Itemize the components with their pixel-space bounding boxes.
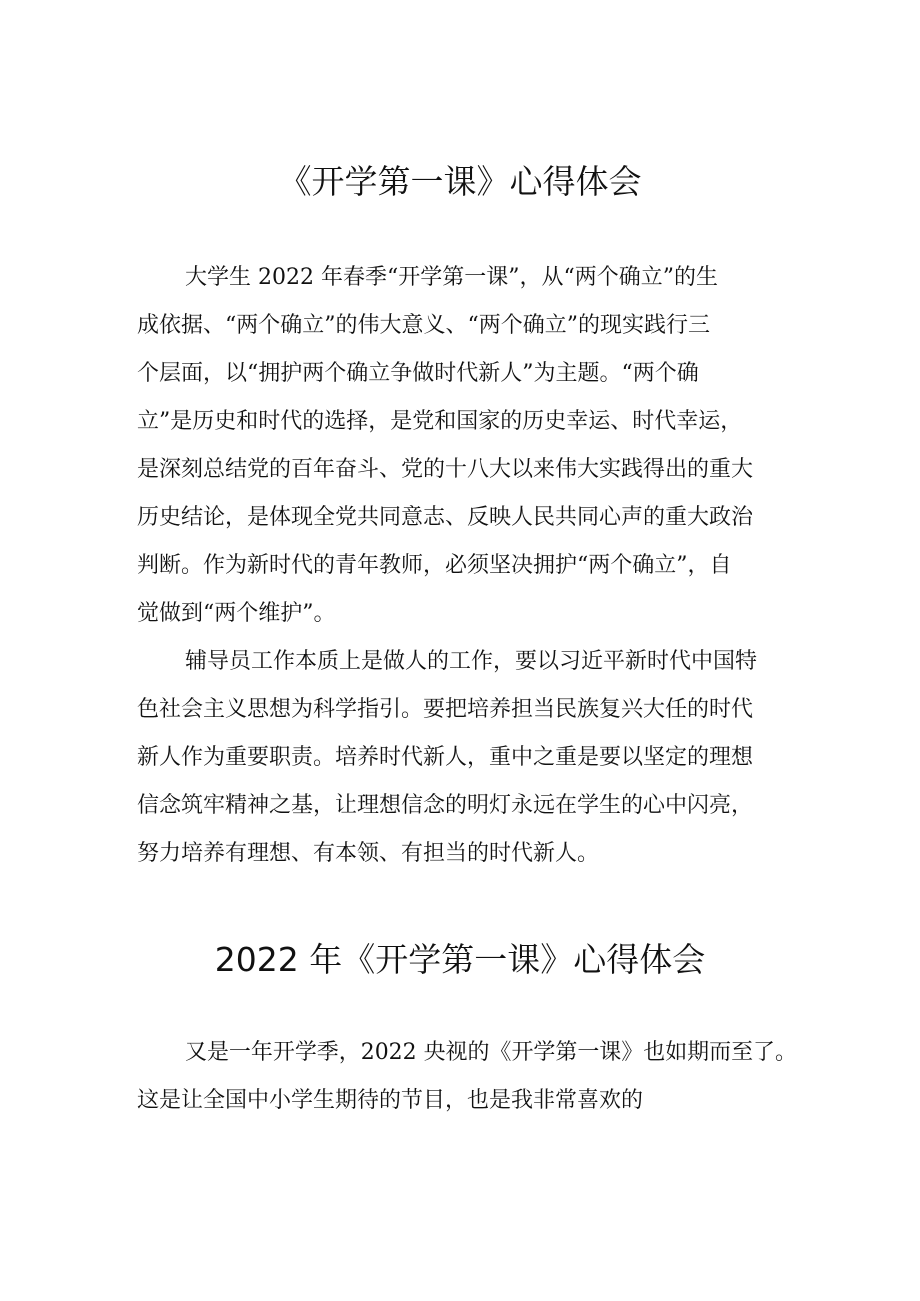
- text-line: 又是一年开学季，2022 央视的《开学第一课》也如期而至了。: [185, 1040, 797, 1065]
- text-line: 立”是历史和时代的选择，是党和国家的历史幸运、时代幸运，: [137, 409, 743, 434]
- section-1-title: 《开学第一课》心得体会: [278, 162, 642, 201]
- text-line: 觉做到“两个维护”。: [137, 601, 336, 626]
- text-line: 信念筑牢精神之基，让理想信念的明灯永远在学生的心中闪亮，: [137, 793, 754, 818]
- text-line: 新人作为重要职责。培养时代新人，重中之重是要以坚定的理想: [137, 745, 754, 770]
- text-line: 色社会主义思想为科学指引。要把培养担当民族复兴大任的时代: [137, 697, 754, 722]
- section-2-title: 2022 年《开学第一课》心得体会: [214, 940, 706, 979]
- text-line: 判断。作为新时代的青年教师，必须坚决拥护“两个确立”，自: [137, 553, 732, 578]
- text-line: 个层面，以“拥护两个确立争做时代新人”为主题。“两个确: [137, 361, 699, 386]
- text-line: 大学生 2022 年春季“开学第一课”，从“两个确立”的生: [185, 265, 718, 290]
- text-line: 是深刻总结党的百年奋斗、党的十八大以来伟大实践得出的重大: [137, 457, 754, 482]
- text-line: 历史结论，是体现全党共同意志、反映人民共同心声的重大政治: [137, 505, 754, 530]
- text-line: 努力培养有理想、有本领、有担当的时代新人。: [137, 841, 600, 866]
- text-line: 辅导员工作本质上是做人的工作，要以习近平新时代中国特: [185, 649, 758, 674]
- text-line: 这是让全国中小学生期待的节目，也是我非常喜欢的: [137, 1088, 644, 1113]
- text-line: 成依据、“两个确立”的伟大意义、“两个确立”的现实践行三: [137, 313, 710, 338]
